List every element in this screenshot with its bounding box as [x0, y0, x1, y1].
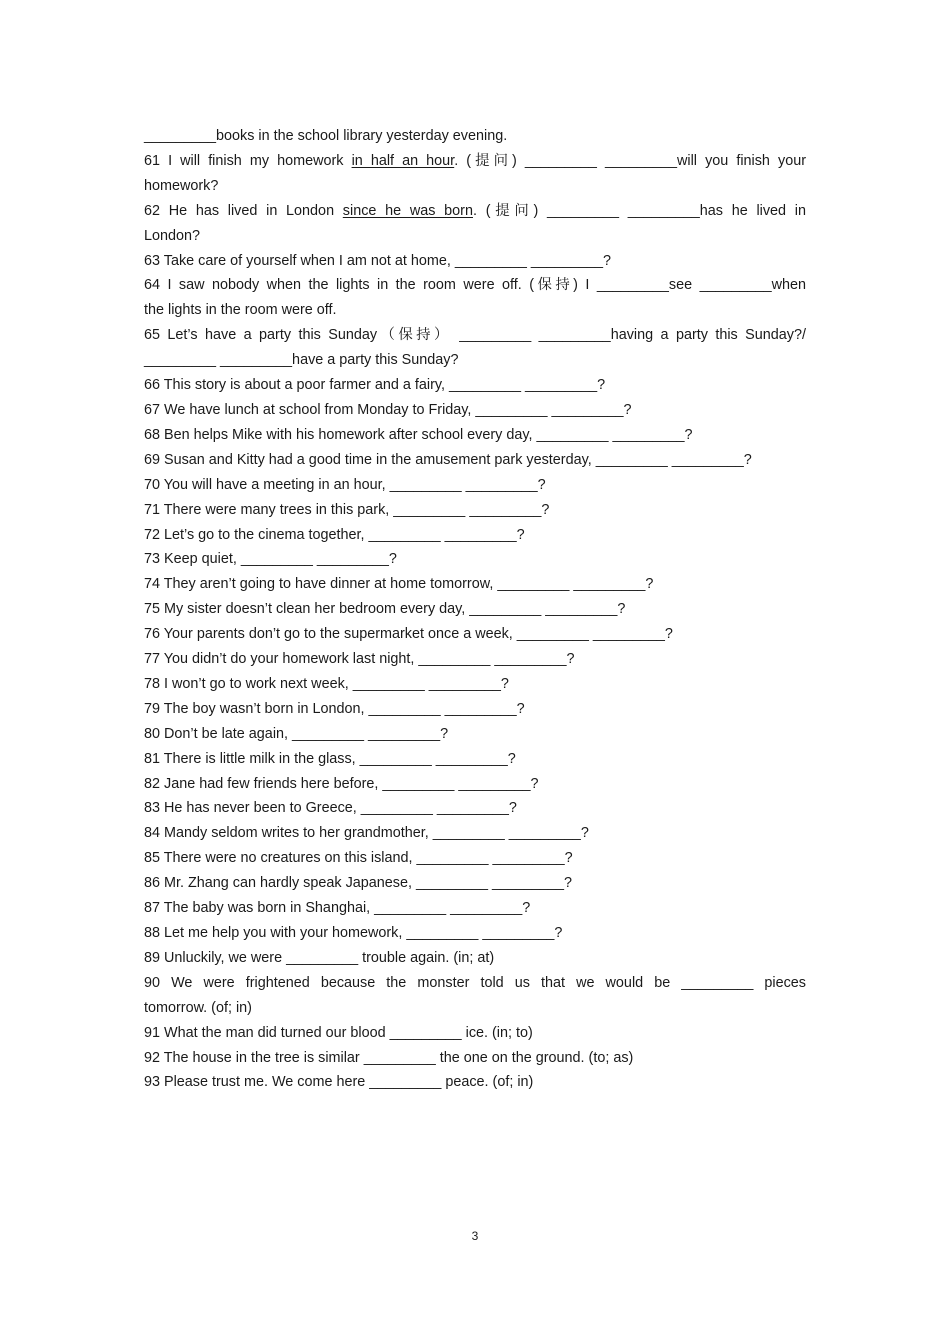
exercise-line: _________books in the school library yesterday evening.	[144, 128, 508, 144]
exercise-91: 91 What the man did turned our blood _________ ice. (in; to)	[144, 1024, 533, 1041]
exercise-89: 89 Unluckily, we were _________ trouble again. (in; at)	[144, 949, 495, 966]
exercise-90-line-1: 90 We were frightened because the monster told us that we would be _________ pieces	[144, 974, 806, 991]
exercise-92: 92 The house in the tree is similar _________ the one on the ground. (to; as)	[144, 1049, 634, 1066]
text: . (提问) _________ _________has he lived in	[472, 202, 806, 219]
exercise-70: 70 You will have a meeting in an hour, _________ _________?	[144, 476, 546, 493]
exercise-61-line-1	[144, 149, 806, 174]
page-number: 3	[471, 1229, 479, 1243]
exercise-83: 83 He has never been to Greece, _________ _________?	[144, 800, 517, 817]
exercise-62-line-1	[144, 199, 806, 224]
exercise-64-line-1: 64 I saw nobody when the lights in the room were off. (保持) I _________see _________when	[144, 277, 806, 294]
exercise-68: 68 Ben helps Mike with his homework after school every day, _________ _________?	[144, 426, 693, 443]
exercise-82: 82 Jane had few friends here before, _________ _________?	[144, 775, 539, 792]
exercise-63: 63 Take care of yourself when I am not at home, _________ _________?	[144, 252, 611, 269]
exercise-67: 67 We have lunch at school from Monday to Friday, _________ _________?	[144, 401, 632, 418]
exercise-73: 73 Keep quiet, _________ _________?	[144, 551, 397, 568]
underlined-phrase: in half an hour	[351, 152, 455, 169]
exercise-76: 76 Your parents don’t go to the supermarket once a week, _________ _________?	[144, 626, 673, 643]
exercise-80: 80 Don’t be late again, _________ _________?	[144, 725, 449, 742]
exercise-65-line-2: _________ _________have a party this Sunday?	[144, 352, 459, 369]
exercise-88: 88 Let me help you with your homework, _________ _________?	[144, 925, 563, 941]
underlined-phrase: since he was born	[342, 202, 473, 219]
exercise-62-line-2: London?	[144, 227, 201, 244]
exercise-90-line-2: tomorrow. (of; in)	[144, 999, 252, 1016]
exercise-71: 71 There were many trees in this park, _________ _________?	[144, 501, 550, 518]
exercise-86: 86 Mr. Zhang can hardly speak Japanese, _________ _________?	[144, 875, 573, 892]
exercise-79: 79 The boy wasn’t born in London, _________ _________?	[144, 700, 525, 717]
text: 61 I will finish my homework	[144, 152, 352, 169]
exercise-69: 69 Susan and Kitty had a good time in the amusement park yesterday, _________ _________?	[144, 451, 752, 468]
exercise-64-line-2: the lights in the room were off.	[144, 302, 337, 319]
exercise-78: 78 I won’t go to work next week, _________ _________?	[144, 675, 509, 692]
exercise-77: 77 You didn’t do your homework last night, _________ _________?	[144, 651, 575, 668]
exercise-85: 85 There were no creatures on this island, _________ _________?	[144, 850, 573, 867]
exercise-66: 66 This story is about a poor farmer and a fairy, _________ _________?	[144, 377, 606, 394]
exercise-72: 72 Let’s go to the cinema together, _________ _________?	[144, 526, 525, 543]
exercise-81: 81 There is little milk in the glass, _________ _________?	[144, 750, 516, 767]
exercise-87: 87 The baby was born in Shanghai, _________ _________?	[144, 900, 531, 917]
exercise-75: 75 My sister doesn’t clean her bedroom every day, _________ _________?	[144, 601, 626, 618]
exercise-list	[144, 124, 806, 1095]
text: 62 He has lived in London	[144, 202, 343, 219]
exercise-61-line-2: homework?	[144, 177, 219, 194]
exercise-93: 93 Please trust me. We come here _________ peace. (of; in)	[144, 1074, 534, 1091]
exercise-74: 74 They aren’t going to have dinner at home tomorrow, _________ _________?	[144, 576, 654, 593]
text: . (提问) _________ _________will you finish your	[454, 152, 806, 169]
exercise-65-line-1: 65 Let’s have a party this Sunday（保持） _________ _________having a party this Sunday?/	[144, 327, 806, 344]
exercise-84: 84 Mandy seldom writes to her grandmother, _________ _________?	[144, 825, 589, 842]
